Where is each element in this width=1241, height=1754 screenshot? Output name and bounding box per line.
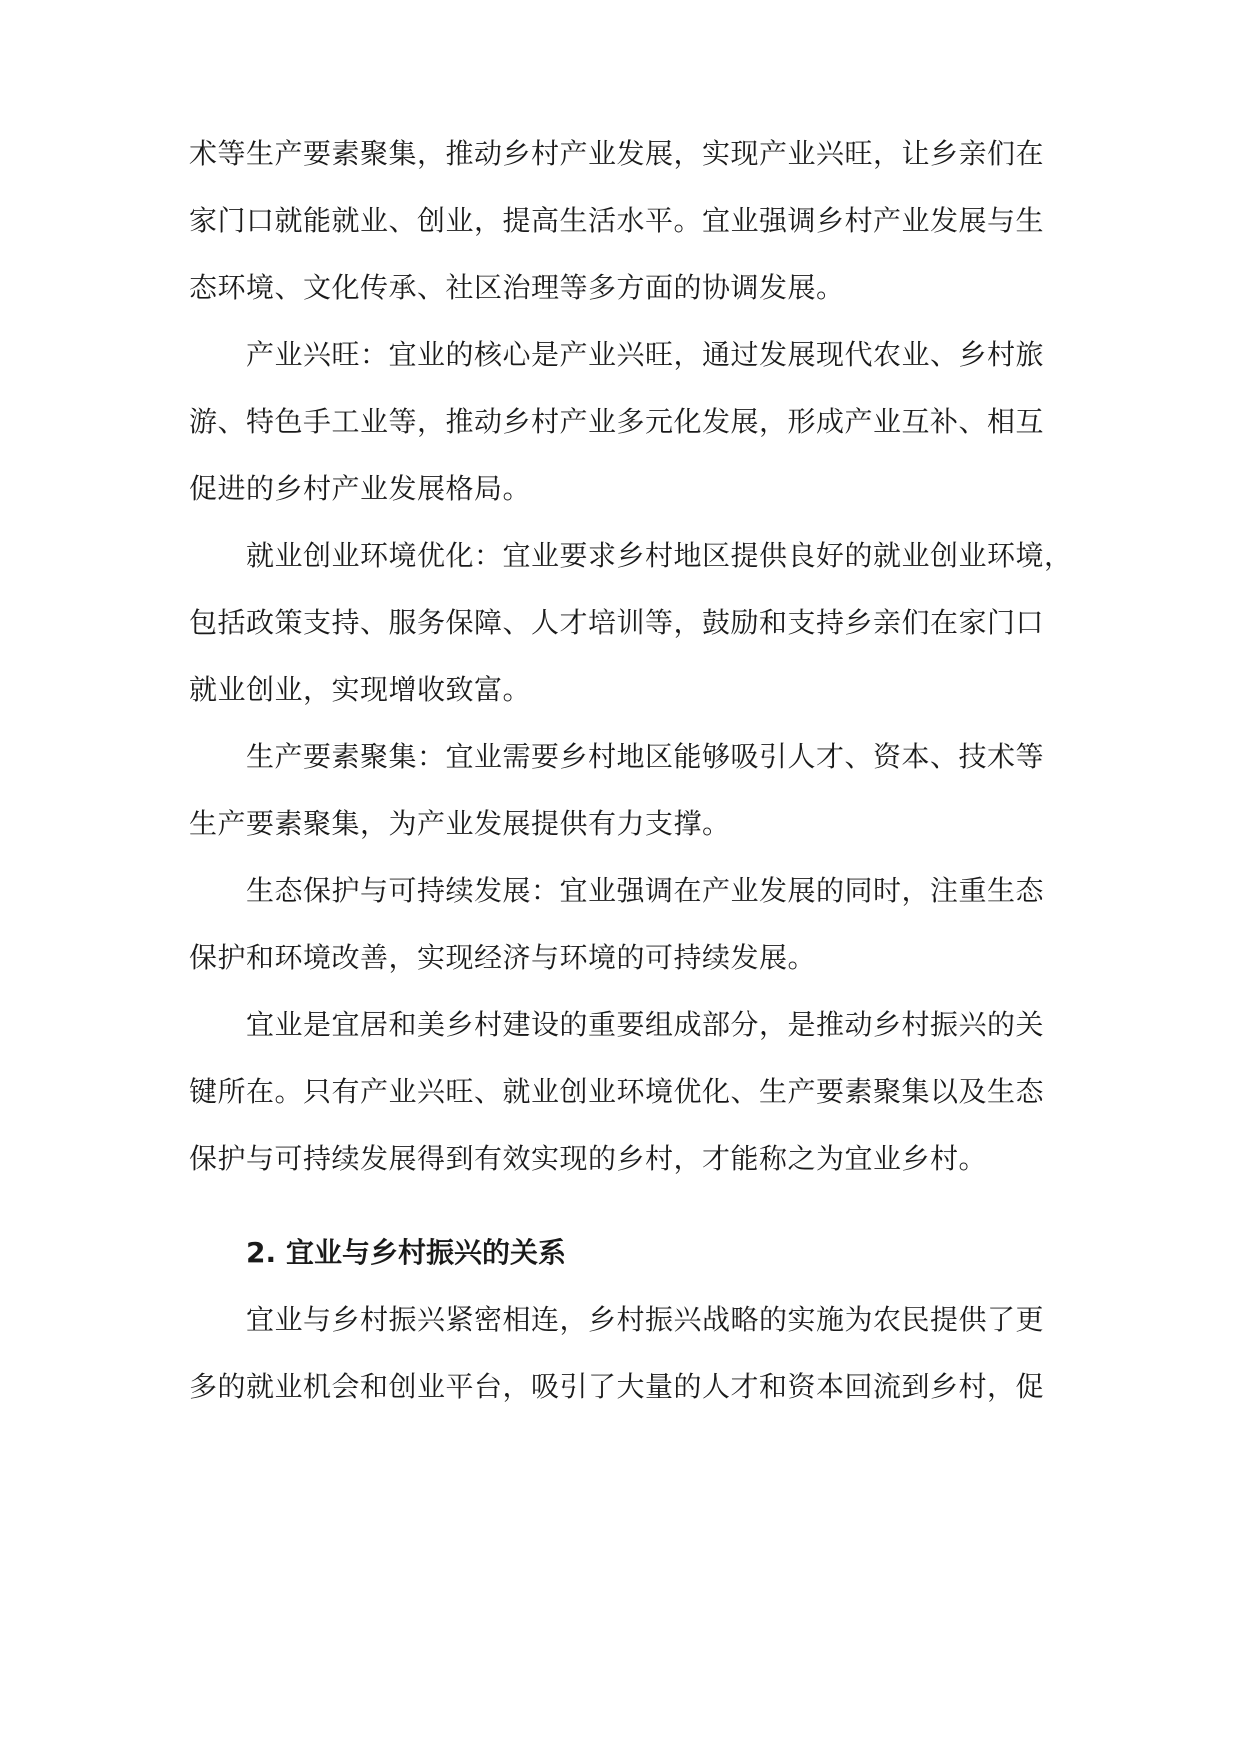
section-heading (246, 1233, 566, 1273)
paragraph-start-line: 就业创业环境优化：宜业要求乡村地区提供良好的就业创业环境， (246, 539, 1073, 572)
paragraph-start-line: 宜业与乡村振兴紧密相连，乡村振兴战略的实施为农民提供了更 (246, 1303, 1045, 1336)
text-line: 保护与可持续发展得到有效实现的乡村，才能称之为宜业乡村。 (189, 1142, 988, 1175)
text-line: 术等生产要素聚集，推动乡村产业发展，实现产业兴旺，让乡亲们在 (189, 137, 1045, 170)
section-number: 2. (246, 1236, 277, 1269)
paragraph-start-line: 生态保护与可持续发展：宜业强调在产业发展的同时，注重生态 (246, 874, 1045, 907)
paragraph-start-line: 产业兴旺：宜业的核心是产业兴旺，通过发展现代农业、乡村旅 (246, 338, 1045, 371)
section-title: 宜业与乡村振兴的关系 (286, 1236, 567, 1269)
text-line: 生产要素聚集，为产业发展提供有力支撑。 (189, 807, 731, 840)
text-line: 保护和环境改善，实现经济与环境的可持续发展。 (189, 941, 817, 974)
text-line: 包括政策支持、服务保障、人才培训等，鼓励和支持乡亲们在家门口 (189, 606, 1045, 639)
text-line: 键所在。只有产业兴旺、就业创业环境优化、生产要素聚集以及生态 (189, 1075, 1045, 1108)
text-line: 游、特色手工业等，推动乡村产业多元化发展，形成产业互补、相互 (189, 405, 1045, 438)
paragraph-start-line: 生产要素聚集：宜业需要乡村地区能够吸引人才、资本、技术等 (246, 740, 1045, 773)
text-line: 态环境、文化传承、社区治理等多方面的协调发展。 (189, 271, 845, 304)
text-line: 促进的乡村产业发展格局。 (189, 472, 532, 505)
text-line: 多的就业机会和创业平台，吸引了大量的人才和资本回流到乡村，促 (189, 1370, 1045, 1403)
paragraph-start-line: 宜业是宜居和美乡村建设的重要组成部分，是推动乡村振兴的关 (246, 1008, 1045, 1041)
text-line: 家门口就能就业、创业，提高生活水平。宜业强调乡村产业发展与生 (189, 204, 1045, 237)
text-line: 就业创业，实现增收致富。 (189, 673, 532, 706)
